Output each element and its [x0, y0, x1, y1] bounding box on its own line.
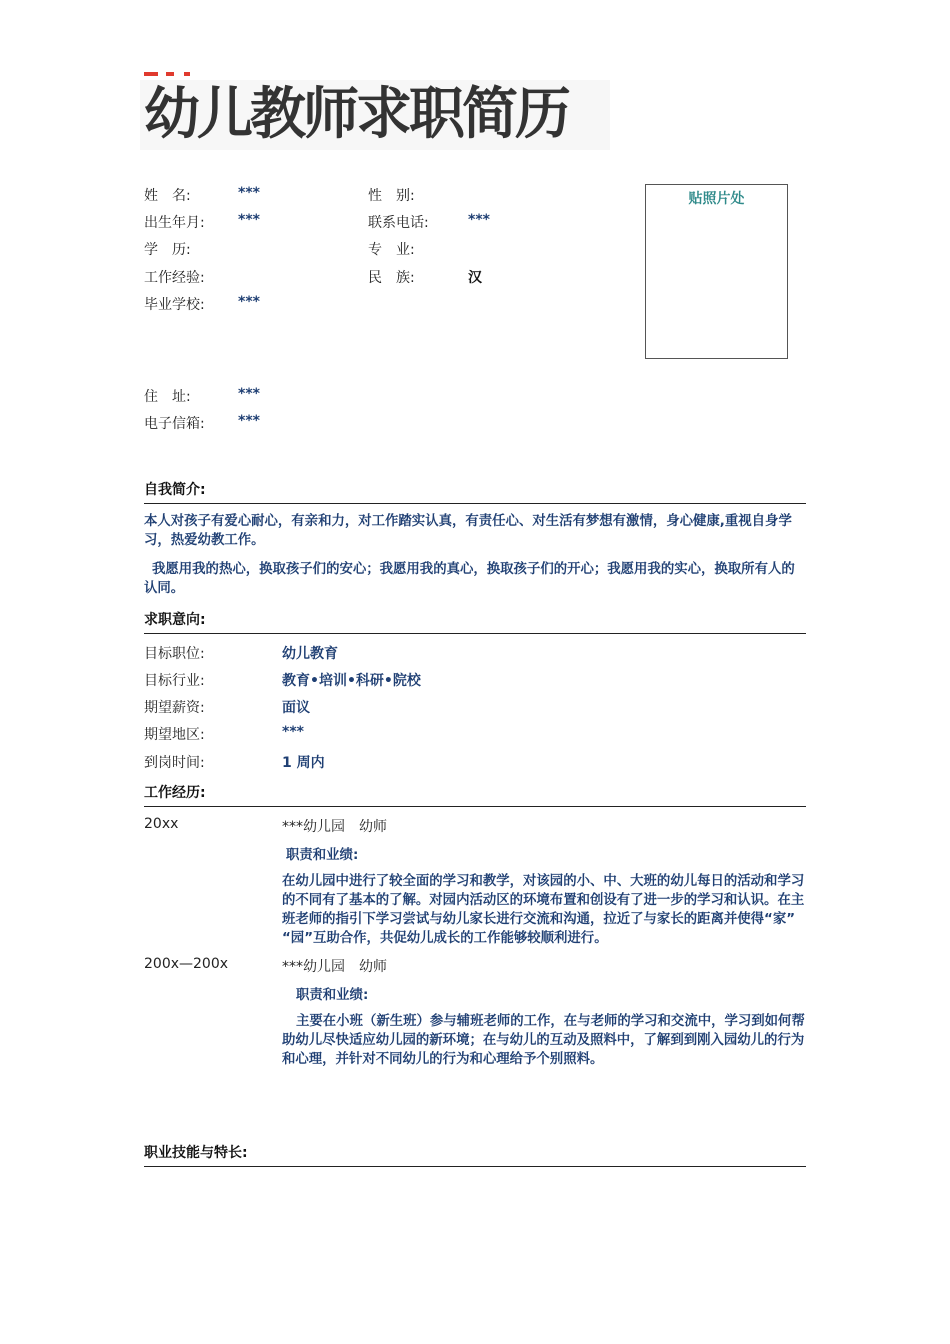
photo-placeholder	[645, 184, 788, 359]
email-value: ***	[238, 413, 260, 429]
page-title: 幼儿教师求职简历	[144, 82, 568, 147]
salary-label: 期望薪资:	[144, 700, 205, 716]
arrival-label: 到岗时间:	[144, 755, 205, 771]
birth-label: 出生年月:	[144, 215, 205, 231]
gender-label: 性 别:	[368, 188, 415, 204]
birth-value: ***	[238, 212, 260, 228]
self-intro-heading: 自我简介:	[144, 479, 806, 504]
job-2-duties-label: 职责和业绩:	[296, 988, 369, 1003]
experience-label: 工作经验:	[144, 270, 205, 286]
self-intro-para-2: 我愿用我的热心，换取孩子们的安心；我愿用我的真心，换取孩子们的开心；我愿用我的实心，换取所有人的认同。	[144, 562, 795, 596]
target-position-label: 目标职位:	[144, 646, 205, 662]
salary-value: 面议	[282, 700, 310, 716]
arrival-value: 1 周内	[282, 755, 325, 771]
work-history-heading: 工作经历:	[144, 782, 806, 807]
target-industry-value: 教育•培训•科研•院校	[282, 673, 421, 689]
phone-label: 联系电话:	[368, 215, 429, 231]
job-1-duties-label: 职责和业绩:	[286, 848, 359, 863]
job-intent-heading: 求职意向:	[144, 609, 806, 634]
phone-value: ***	[468, 212, 490, 228]
skills-heading: 职业技能与特长:	[144, 1142, 806, 1167]
major-label: 专 业:	[368, 242, 415, 258]
job-1-period: 20xx	[144, 816, 179, 832]
job-2-duties: 主要在小班（新生班）参与辅班老师的工作，在与老师的学习和交流中，学习到如何帮助幼儿尽快适应幼儿园的新环境；在与幼儿的互动及照料中，了解到到刚入园幼儿的行为和心理，并针对不同幼儿的行为和心理给予个别照料。	[282, 1014, 805, 1067]
target-industry-label: 目标行业:	[144, 673, 205, 689]
name-value: ***	[238, 185, 260, 201]
photo-label: 贴照片处	[688, 191, 745, 207]
address-label: 住 址:	[144, 389, 191, 405]
job-2-employer: ***幼儿园 幼师	[282, 959, 387, 975]
region-label: 期望地区:	[144, 727, 205, 743]
title-decoration	[144, 72, 214, 76]
ethnicity-label: 民 族:	[368, 270, 415, 286]
job-1-duties: 在幼儿园中进行了较全面的学习和教学，对该园的小、中、大班的幼儿每日的活动和学习的不同有了基本的了解。对园内活动区的环境布置和创设有了进一步的学习和认识。在主班老师的指引下学习尝试与幼儿家长进行交流和沟通，拉近了与家长的距离并使得“家” “园”互助合作，共促幼儿成长的工作能够较顺利进行。	[282, 874, 805, 946]
school-value: ***	[238, 294, 260, 310]
education-label: 学 历:	[144, 242, 191, 258]
school-label: 毕业学校:	[144, 297, 205, 313]
target-position-value: 幼儿教育	[282, 646, 338, 662]
region-value: ***	[282, 724, 304, 740]
email-label: 电子信箱:	[144, 416, 205, 432]
address-value: ***	[238, 386, 260, 402]
ethnicity-value: 汉	[468, 270, 482, 286]
self-intro-para-1: 本人对孩子有爱心耐心，有亲和力，对工作踏实认真，有责任心、对生活有梦想有激情，身心健康,重视自身学习，热爱幼教工作。	[144, 514, 792, 548]
job-1-employer: ***幼儿园 幼师	[282, 819, 387, 835]
name-label: 姓 名:	[144, 188, 191, 204]
job-2-period: 200x—200x	[144, 956, 229, 972]
title-banner	[140, 80, 610, 150]
